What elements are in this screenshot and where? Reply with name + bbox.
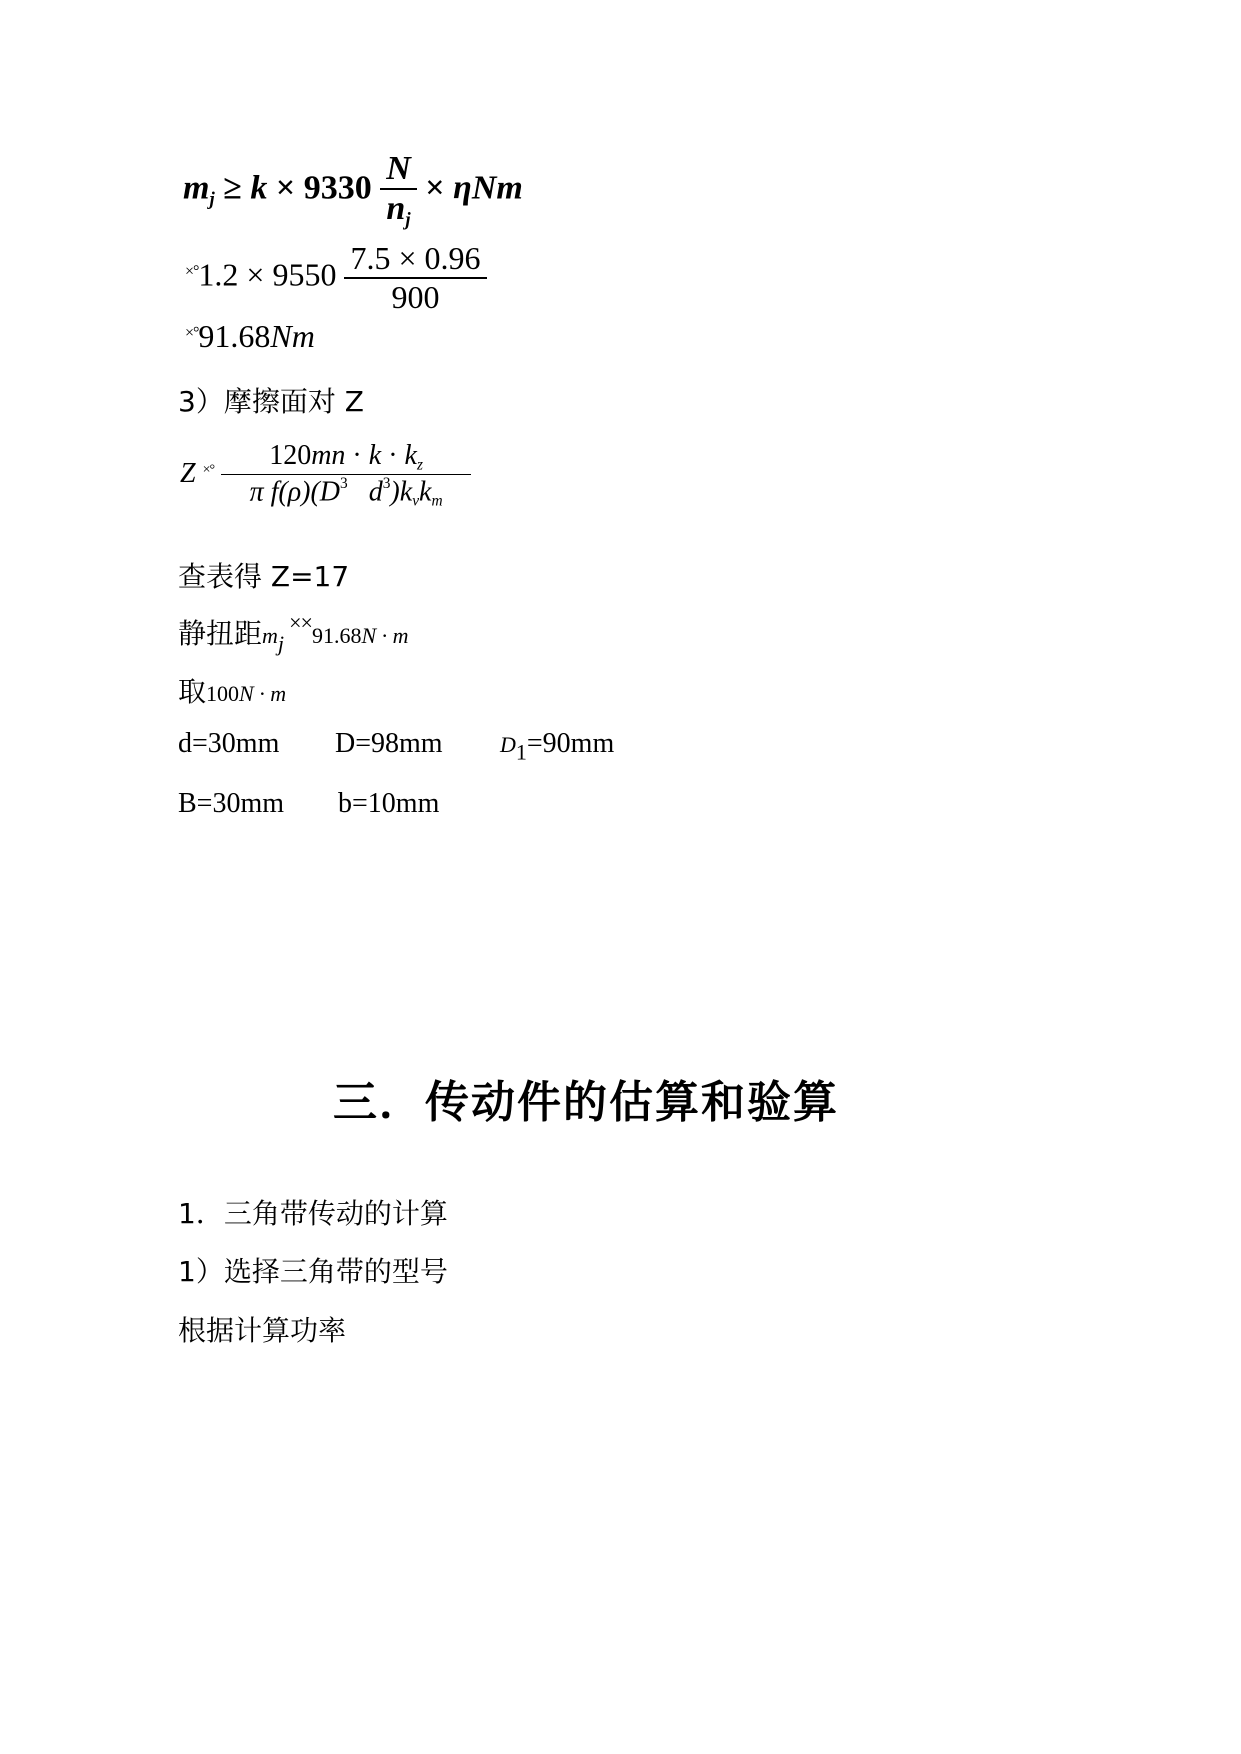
formula-torque-inequality — [183, 150, 523, 232]
formula-substitution — [185, 240, 487, 316]
formula-eta: η — [453, 169, 472, 207]
dim-B: B=30mm — [178, 788, 285, 819]
dim-D1-sub: 1 — [515, 739, 527, 765]
take-value: 100 — [206, 681, 240, 706]
subsection-title: 1．三角带传动的计算 — [178, 1197, 448, 1230]
formula4-num-z: z — [416, 456, 423, 474]
formula-unit: Nm — [471, 169, 523, 207]
formula4-den-rho: (ρ)(D — [278, 476, 341, 508]
formula4-den-kv: )k — [390, 476, 413, 508]
formula4-lhs: Z — [180, 457, 196, 489]
formula-m: m — [183, 169, 210, 207]
take-unit: N · m — [239, 681, 287, 706]
formula4-num-k: k — [368, 440, 382, 471]
formula3-value: 91.68 — [198, 318, 271, 354]
garbled-eq-sign: ×° — [185, 324, 199, 342]
formula-result — [185, 318, 315, 355]
garbled-eq-sign: ×° — [202, 462, 215, 478]
formula-z — [180, 440, 471, 511]
formula4-den-pif: π f — [249, 476, 279, 508]
formula4-num — [221, 440, 471, 474]
formula-times: × — [267, 169, 304, 207]
dim-d: d=30mm — [178, 728, 280, 759]
take-line — [178, 670, 286, 710]
static-torque-unit: N · m — [361, 623, 409, 649]
formula-den-j: j — [405, 209, 411, 231]
formula-num-N: N — [386, 150, 411, 187]
formula4-den — [221, 474, 471, 511]
formula4-den-exp1: 3 — [340, 475, 348, 493]
formula2-den: 900 — [344, 277, 486, 316]
formula4-num-dot1: · — [345, 440, 369, 471]
static-torque-m: m — [262, 623, 278, 649]
formula2-lead: 1.2 × 9550 — [198, 256, 337, 293]
lookup-line: 查表得 Z=17 — [178, 560, 350, 593]
formula4-den-km: k — [419, 476, 432, 508]
formula-k: k — [250, 169, 268, 207]
dim-D1-value: =90mm — [526, 728, 615, 759]
take-label: 取 — [178, 675, 207, 708]
friction-pairs-line: 3）摩擦面对 Z — [178, 385, 364, 418]
formula-ge: ≥ — [223, 169, 251, 207]
formula3-unit: Nm — [270, 318, 315, 354]
formula-j: j — [209, 189, 215, 211]
formula4-den-m: m — [431, 493, 443, 511]
static-torque-label: 静扭距 — [178, 617, 263, 651]
formula4-den-v: v — [412, 493, 420, 511]
formula4-num-kz: k — [404, 440, 417, 471]
static-torque-value: 91.68 — [311, 623, 362, 649]
formula4-num-dot2: · — [381, 440, 405, 471]
dim-b: b=10mm — [338, 788, 440, 819]
garbled-eq-sign: ×× — [289, 610, 312, 635]
garbled-eq-sign: ×° — [185, 262, 199, 280]
formula4-den-exp2: 3 — [382, 475, 391, 493]
formula4-num-mn: mn — [311, 440, 346, 471]
section-heading: 三．传动件的估算和验算 — [333, 1077, 839, 1128]
formula2-num: 7.5 × 0.96 — [350, 240, 481, 276]
dim-D: D=98mm — [335, 728, 443, 759]
formula2-fraction — [344, 240, 486, 316]
static-torque-j: j — [277, 630, 285, 656]
formula-den-n: n — [386, 190, 406, 227]
formula4-num-coef: 120 — [269, 440, 312, 471]
formula-coef: 9330 — [303, 169, 372, 207]
dim-D1-symbol: D — [500, 732, 516, 757]
dim-D1 — [500, 728, 614, 766]
paragraph-text: 根据计算功率 — [178, 1314, 347, 1347]
formula-times2: × — [416, 169, 454, 207]
formula4-den-d: d — [347, 476, 383, 508]
subsubsection-title: 1）选择三角带的型号 — [178, 1255, 448, 1288]
formula4-fraction — [221, 440, 471, 511]
static-torque-line — [178, 610, 409, 657]
formula-fraction-n — [380, 150, 417, 232]
